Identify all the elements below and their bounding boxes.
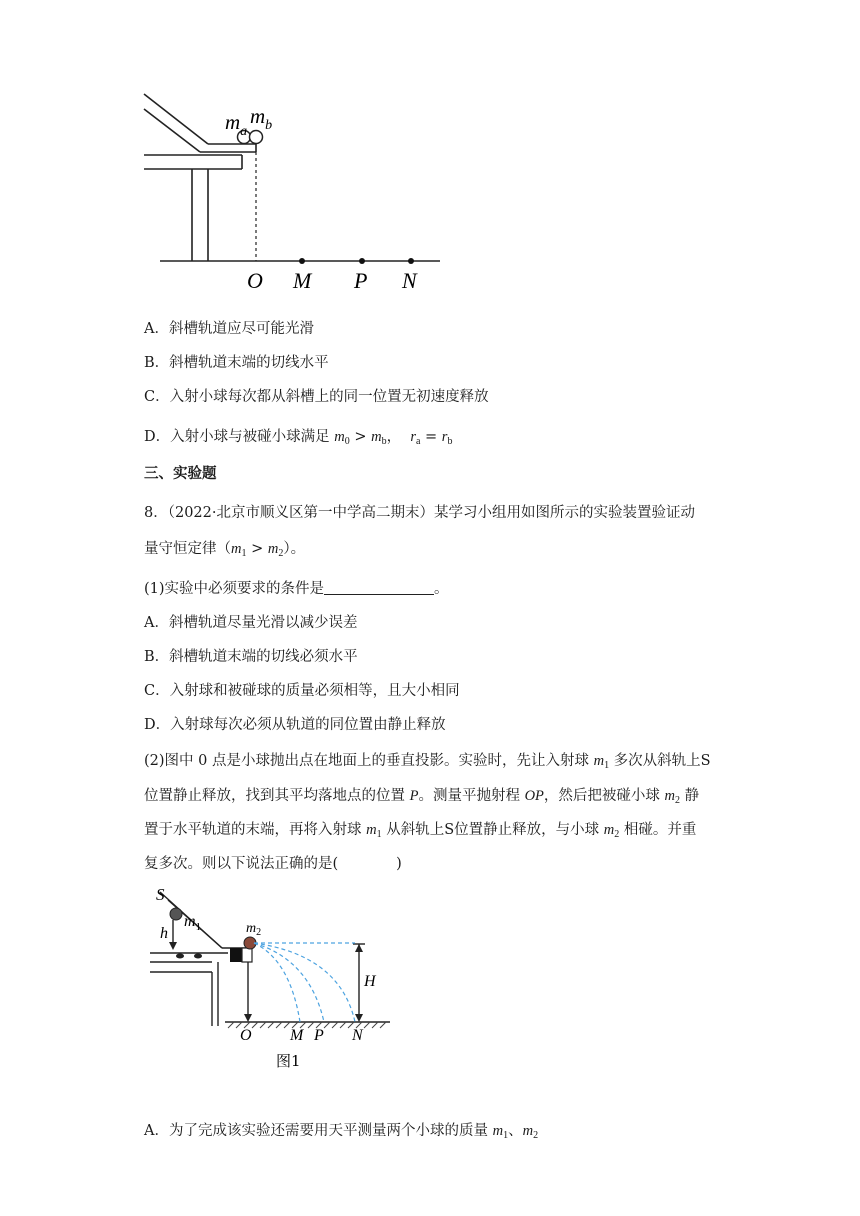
q8-part1-option-d: D．入射球每次必须从轨道的同位置由静止释放 [144, 717, 446, 733]
q8-stem-line2: 量守恒定律$(m_1 > m_2)$。 [144, 541, 306, 559]
q8-part2-line3: 置于水平轨道的末端，再将入射球 $m_1$ 从斜轨上S位置静止释放，与小球 $m_2$ 相碰。并重 [144, 822, 697, 840]
label-m: M [293, 268, 312, 293]
label-o: O [247, 268, 263, 293]
svg-text:m1: $m_1$ [184, 913, 202, 933]
svg-text:h: h [160, 925, 168, 942]
svg-text:M: M [290, 1027, 304, 1044]
q8-part2-option-a: A．为了完成该实验还需要用天平测量两个小球的质量 $m_1$、$m_2$ [144, 1123, 539, 1141]
label-p: P [354, 268, 368, 293]
label-ma: $m_a$ [225, 110, 248, 139]
ball-m1-icon [170, 908, 182, 920]
svg-text:P: P [314, 1027, 324, 1044]
q8-part2-line1: (2)图中 0 点是小球抛出点在地面上的垂直投影。实验时，先让入射球 $m_1$ 多次从斜轨上S [144, 753, 711, 771]
q8-part1-option-a: A．斜槽轨道尽量光滑以减少误差 [144, 615, 358, 631]
q8-part1-option-c: C．入射球和被碰球的质量必须相等，且大小相同 [144, 683, 460, 699]
label-n: N [402, 268, 417, 293]
q7-option-b: B．斜槽轨道末端的切线水平 [144, 355, 329, 371]
figure-caption: 图1 [276, 1052, 301, 1070]
ball-b-icon [250, 131, 263, 144]
section-heading: 三、实验题 [144, 465, 217, 482]
q8-part2-line2: 位置静止释放，找到其平均落地点的位置 P。测量平抛射程 OP，然后把被碰小球 $m_2$ 静 [144, 788, 700, 806]
answer-blank [324, 580, 434, 595]
q8-part1-option-b: B．斜槽轨道末端的切线必须水平 [144, 649, 358, 665]
q8-part2-line4: 复多次。则以下说法正确的是( ) [144, 856, 402, 872]
label-mb: $m_b$ [250, 104, 273, 133]
svg-text:m2: $m_2$ [246, 921, 262, 938]
q7-option-a: A．斜槽轨道应尽可能光滑 [144, 321, 314, 337]
q7-option-d: D．入射小球与被碰小球满足 $m_0 > m_b$， $r_a = r_b$ [144, 429, 453, 447]
svg-text:N: N [352, 1027, 363, 1044]
apparatus-figure-2 [150, 880, 400, 1080]
svg-text:H: H [364, 973, 376, 990]
svg-text:S: S [156, 885, 165, 904]
q8-part1-prompt: (1)实验中必须要求的条件是 。 [144, 581, 449, 597]
q7-option-c: C．入射小球每次都从斜槽上的同一位置无初速度释放 [144, 389, 489, 405]
svg-text:O: O [240, 1027, 252, 1044]
q8-stem-line1: 8．（2022·北京市顺义区第一中学高二期末）某学习小组用如图所示的实验装置验证动 [144, 505, 695, 521]
apparatus-figure-1 [130, 80, 460, 300]
